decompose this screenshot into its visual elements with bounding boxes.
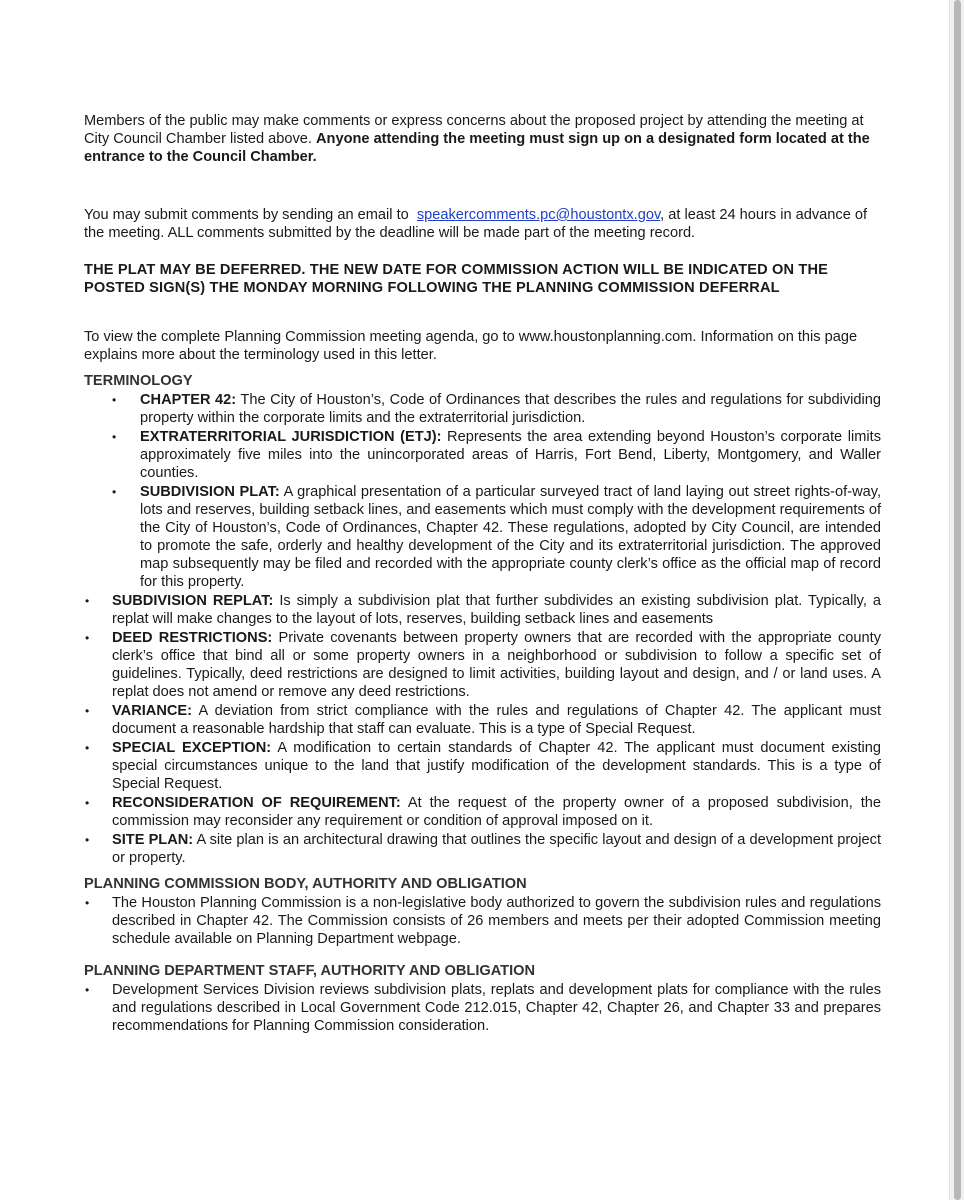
- deferral-notice: THE PLAT MAY BE DEFERRED. THE NEW DATE FOR COMMISSION ACTION WILL BE INDICATED ON THE POSTED SIGN(S) THE MONDAY MORNING FOLLOWING THE PLANNING COMMISSION DEFERRAL: [84, 262, 829, 296]
- bullet-icon: •: [85, 594, 90, 608]
- bullet-icon: •: [85, 796, 90, 810]
- term-definition: A modification to certain standards of Chapter 42. The applicant must document existing special circumstances unique to the land that justify modification of the development standards. This is a type of Special Request.: [112, 740, 881, 792]
- bullet-icon: •: [85, 896, 90, 910]
- term-label: SUBDIVISION REPLAT:: [112, 593, 274, 609]
- commission-item: [84, 894, 881, 948]
- agenda-paragraph: To view the complete Planning Commission meeting agenda, go to www.houstonplanning.com. Information on this page explains more about the terminology used in this letter.: [84, 329, 858, 363]
- bullet-icon: •: [85, 741, 90, 755]
- email-intro-text: You may submit comments by sending an email to: [84, 207, 409, 223]
- commission-text: The Houston Planning Commission is a non-legislative body authorized to govern the subdivision rules and regulations described in Chapter 42. The Commission consists of 26 members and meets per their adopted Commission meeting schedule available on Planning Department webpage.: [112, 895, 881, 947]
- bullet-icon: •: [112, 393, 117, 407]
- term-definition: Private covenants between property owners that are recorded with the appropriate county clerk’s office that bind all or some property owners in a neighborhood or subdivision to follow a specific set of guidelines. Typically, deed restrictions are designed to limit activities, building layout and design, and / or land uses. A replat does not amend or remove any deed restrictions.: [112, 630, 882, 700]
- bullet-icon: •: [112, 485, 117, 499]
- attendance-bold-text: Anyone attending the meeting must sign up on a designated form located at the entrance to the Council Chamber.: [84, 131, 870, 165]
- term-item: [84, 629, 881, 701]
- term-definition: Represents the area extending beyond Houston’s corporate limits approximately five miles into the unincorporated areas of Harris, Fort Bend, Liberty, Montgomery, and Waller counties.: [140, 429, 881, 481]
- term-definition: Is simply a subdivision plat that further subdivides an existing subdivision plat. Typically, a replat will make changes to the layout of lots, reserves, building setback lines and easements: [112, 593, 881, 627]
- attendance-text: Members of the public may make comments or express concerns about the proposed project by attending the meeting at City Council Chamber listed above.: [84, 113, 864, 147]
- bullet-icon: •: [85, 983, 90, 997]
- bullet-icon: •: [85, 833, 90, 847]
- attendance-paragraph: [84, 112, 881, 166]
- term-item: [84, 592, 881, 628]
- email-after-text: , at least 24 hours in advance of the meeting. ALL comments submitted by the deadline will be made part of the meeting record.: [84, 207, 868, 241]
- staff-text: Development Services Division reviews subdivision plats, replats and development plats for compliance with the rules and regulations described in Local Government Code 212.015, Chapter 42, Chapter 26, and Chapter 33 and prepares recommendations for Planning Commission consideration.: [112, 982, 881, 1034]
- term-label: SITE PLAN:: [112, 832, 194, 848]
- term-definition: The City of Houston’s, Code of Ordinances that describes the rules and regulations for subdividing property within the corporate limits and the extraterritorial jurisdiction.: [140, 392, 882, 426]
- term-item: [84, 739, 881, 793]
- term-definition: At the request of the property owner of a proposed subdivision, the commission may reconsider any requirement or condition of approval imposed on it.: [112, 795, 882, 829]
- document-body: [84, 112, 881, 1036]
- email-paragraph: [84, 206, 881, 242]
- term-label: RECONSIDERATION OF REQUIREMENT:: [112, 795, 401, 811]
- term-item: [84, 391, 881, 427]
- term-item: [84, 831, 881, 867]
- term-definition: A graphical presentation of a particular surveyed tract of land laying out street rights-of-way, lots and reserves, building setback lines, and easements which must comply with the development requirements of the City of Houston’s, Code of Ordinances, Chapter 42. These regulations, adopted by City Council, are intended to promote the safe, orderly and healthy development of the City and its extraterritorial jurisdiction. The approved map subsequently may be filed and recorded with the appropriate county clerk’s office as the official map of record for this property.: [140, 484, 881, 590]
- commission-list: [84, 894, 881, 948]
- terminology-heading: TERMINOLOGY: [84, 373, 193, 389]
- staff-heading: PLANNING DEPARTMENT STAFF, AUTHORITY AND OBLIGATION: [84, 963, 536, 979]
- term-label: DEED RESTRICTIONS:: [112, 630, 273, 646]
- term-label: CHAPTER 42:: [140, 392, 237, 408]
- staff-item: [84, 981, 881, 1035]
- scrollbar-track[interactable]: [949, 0, 964, 1200]
- term-label: SUBDIVISION PLAT:: [140, 484, 280, 500]
- term-label: EXTRATERRITORIAL JURISDICTION (ETJ):: [140, 429, 442, 445]
- bullet-icon: •: [85, 631, 90, 645]
- bullet-icon: •: [85, 704, 90, 718]
- term-item: [84, 428, 881, 482]
- term-item: [84, 794, 881, 830]
- scrollbar-thumb[interactable]: [954, 0, 961, 1200]
- bullet-icon: •: [112, 430, 117, 444]
- term-item: [84, 702, 881, 738]
- term-item: [84, 483, 881, 591]
- email-link[interactable]: speakercomments.pc@houstontx.gov: [416, 207, 661, 223]
- term-definition: A site plan is an architectural drawing that outlines the specific layout and design of a development project or property.: [112, 832, 882, 866]
- commission-heading: PLANNING COMMISSION BODY, AUTHORITY AND OBLIGATION: [84, 876, 527, 892]
- staff-list: [84, 981, 881, 1035]
- term-definition: A deviation from strict compliance with the rules and regulations of Chapter 42. The applicant must document a reasonable hardship that staff can evaluate. This is a type of Special Request.: [112, 703, 881, 737]
- term-label: SPECIAL EXCEPTION:: [112, 740, 272, 756]
- terminology-list: [84, 391, 881, 867]
- term-label: VARIANCE:: [112, 703, 192, 719]
